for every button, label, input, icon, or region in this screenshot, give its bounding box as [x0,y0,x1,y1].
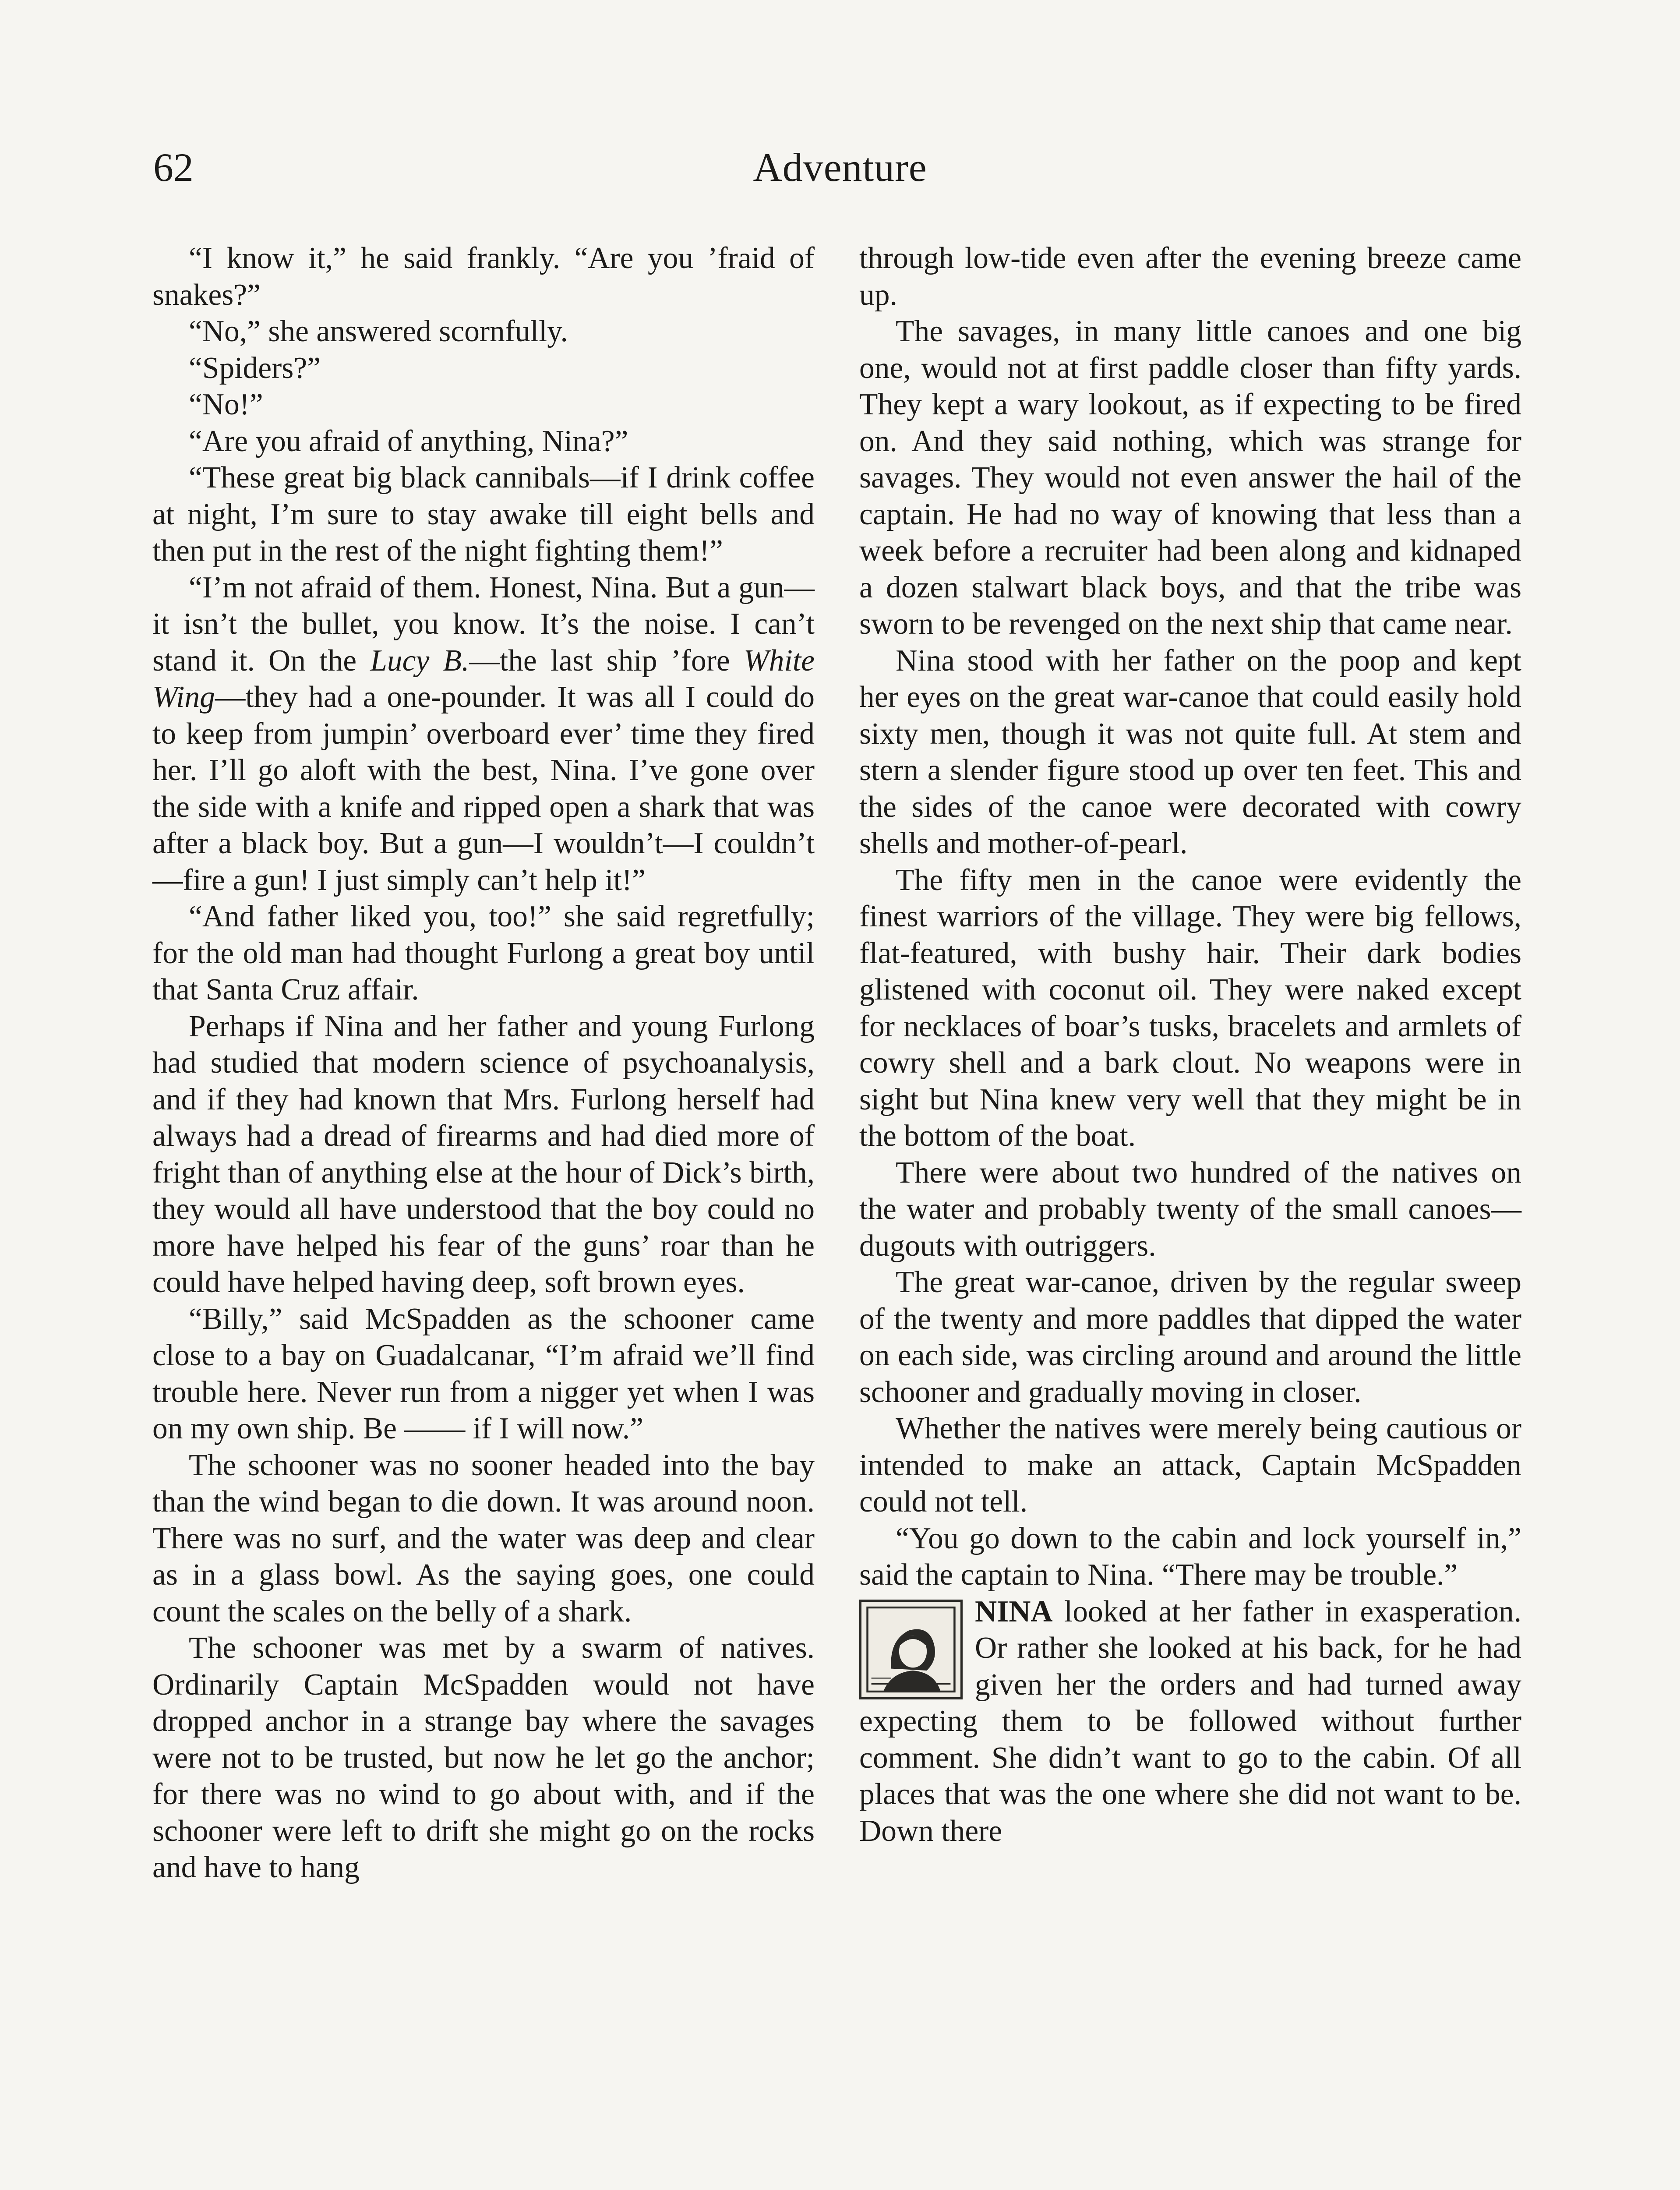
paragraph: The fifty men in the canoe were evidently the finest warriors of the village. They were big fellows, flat-featured, with bushy hair. Their dark bodies glistened with coconut oil. They were naked except for necklaces of boar’s tusks, bracelets and armlets of cowry shell and a bark clout. No weapons were in sight but Nina knew very well that they might be in the bottom of the boat. [859,863,1521,1153]
drop-cap-paragraph [859,1593,1521,1850]
paragraph: Nina stood with her father on the poop and kept her eyes on the great war-canoe that could easily hold sixty men, though it was not quite full. At stem and stern a slender figure stood up over ten feet. This and the sides of the canoe were decorated with cowry shells and mother-of-pearl. [859,643,1521,860]
paragraph: There were about two hundred of the natives on the water and probably twenty of the small canoes—dugouts with outriggers. [859,1155,1521,1263]
paragraph: The schooner was no sooner headed into the bay than the wind began to die down. It was around noon. There was no surf, and the water was deep and clear as in a glass bowl. As the saying goes, one could count the scales on the belly of a shark. [152,1448,815,1628]
drop-lead-word: NINA [975,1594,1053,1628]
paragraph: “You go down to the cabin and lock yourself in,” said the captain to Nina. “There may be trouble.” [859,1521,1521,1592]
paragraph: “Are you afraid of anything, Nina?” [189,424,628,458]
paragraph: The schooner was met by a swarm of natives. Ordinarily Captain McSpadden would not have dropped anchor in a strange bay where the savages were not to be trusted, but now he let go the anchor; for there was no wind to go about with, and if the schooner were left to drift she might go on the rocks and have to hang [152,1631,815,1884]
paragraph: The great war-canoe, driven by the regular sweep of the twenty and more paddles that dipped the water on each side, was circling around and around the little schooner and gradually moving in closer. [859,1265,1521,1409]
paragraph: “No!” [189,388,263,421]
paragraph: “Spiders?” [189,351,321,385]
paragraph: “No,” she answered scornfully. [189,314,568,348]
paragraph: through low-tide even after the evening breeze came up. [859,241,1521,312]
right-column [859,240,1521,1849]
portrait-vignette-icon [859,1600,963,1699]
left-column [152,240,815,1886]
paragraph: “These great big black cannibals—if I drink coffee at night, I’m sure to stay awake till eight bells and then put in the rest of the night fighting them!” [152,461,815,568]
paragraph: Whether the natives were merely being cautious or intended to make an attack, Captain McSpadden could not tell. [859,1412,1521,1519]
drop-paragraph-text: looked at her father in exasperation. Or rather she looked at his back, for he had given her the orders and had turned away expecting them to be followed without further comment. She didn’t want to go to the cabin. Of all places that was the one where she did not want to be. Down there [859,1594,1521,1848]
paragraph: “I’m not afraid of them. Honest, Nina. But a gun—it isn’t the bullet, you know. It’s the noise. I can’t stand it. On the Lucy B.—the last ship ’fore White Wing—they had a one-pounder. It was all I could do to keep from jumpin’ overboard ever’ time they fired her. I’ll go aloft with the best, Nina. I’ve gone over the side with a knife and ripped open a shark that was after a black boy. But a gun—I wouldn’t—I couldn’t—fire a gun! I just simply can’t help it!” [152,570,815,897]
paragraph: “I know it,” he said frankly. “Are you ’fraid of snakes?” [152,241,815,312]
page-number: 62 [153,145,194,190]
paragraph: “Billy,” said McSpadden as the schooner came close to a bay on Guadalcanar, “I’m afraid we’ll find trouble here. Never run from a nigger yet when I was on my own ship. Be —— if I will now.” [152,1302,815,1445]
paragraph: “And father liked you, too!” she said regretfully; for the old man had thought Furlong a great boy until that Santa Cruz affair. [152,900,815,1007]
running-title: Adventure [753,145,927,190]
paragraph: The savages, in many little canoes and one big one, would not at first paddle closer than fifty yards. They kept a wary lookout, as if expecting to be fired on. And they said nothing, which was strange for savages. They would not even answer the hail of the captain. He had no way of knowing that less than a week before a recruiter had been along and kidnaped a dozen stalwart black boys, and that the tribe was sworn to be revenged on the next ship that came near. [859,314,1521,641]
paragraph: Perhaps if Nina and her father and young Furlong had studied that modern science of psychoanalysis, and if they had known that Mrs. Furlong herself had always had a dread of firearms and had died more of fright than of anything else at the hour of Dick’s birth, they would all have understood that the boy could no more have helped his fear of the guns’ roar than he could have helped having deep, soft brown eyes. [152,1009,815,1299]
